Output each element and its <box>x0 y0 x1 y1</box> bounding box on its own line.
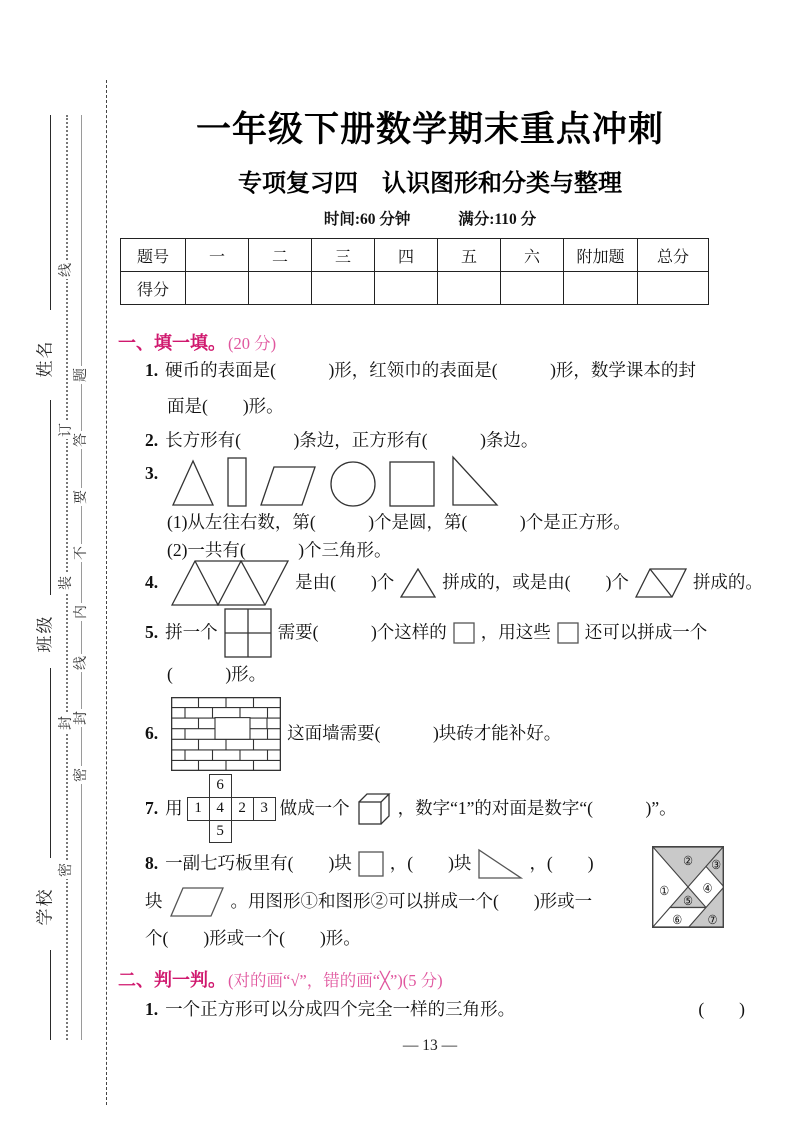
question-5-line-1 <box>145 608 707 658</box>
question-1-line-1 <box>145 358 696 383</box>
score-col-header: 三 <box>312 239 375 272</box>
question-text: 块 <box>145 891 163 912</box>
tangram-piece-label: ② <box>683 854 693 869</box>
question-8-line-1 <box>145 848 594 880</box>
tangram-piece-label: ⑤ <box>683 894 693 909</box>
score-cell <box>564 272 638 305</box>
triangle-piece-shape <box>477 848 523 880</box>
score-col-header: 五 <box>438 239 501 272</box>
small-square-shape <box>557 622 579 644</box>
binding-char: 线 <box>59 263 74 277</box>
seal-char: 要 <box>74 490 89 504</box>
seal-char: 密 <box>74 768 89 782</box>
class-line-segment <box>50 400 51 595</box>
name-line-segment <box>50 115 51 310</box>
question-text: 长方形有( )条边，正方形有( )条边。 <box>165 430 539 450</box>
rectangle-shape <box>227 457 247 507</box>
question-text: 面是( )形。 <box>167 396 284 416</box>
tangram-figure <box>652 846 724 928</box>
tangram-piece-label: ④ <box>702 882 713 896</box>
question-text: 做成一个 <box>279 797 350 818</box>
question-8-line-3 <box>145 926 361 951</box>
parallelogram-shape <box>259 465 317 507</box>
triangle-shape <box>171 459 215 507</box>
page-number: — 13 — <box>402 1037 458 1054</box>
tangram-piece-label: ① <box>659 884 670 899</box>
score-col-header: 二 <box>249 239 312 272</box>
question-text: ，数字“1”的对面是数字“( )”。 <box>397 797 677 818</box>
score-table-score-row <box>121 272 709 305</box>
question-text: 。用图形①和图形②可以拼成一个( )形或一 <box>230 891 593 912</box>
small-square-shape <box>453 622 475 644</box>
question-number: 7. <box>145 797 159 818</box>
question-2 <box>145 428 538 453</box>
score-cell <box>638 272 709 305</box>
question-3-shapes <box>145 455 505 507</box>
student-class-label: 班级 <box>35 614 55 653</box>
question-number: 6. <box>145 723 159 744</box>
score-table <box>120 238 709 305</box>
question-7 <box>145 774 677 843</box>
score-table-header-row <box>121 239 709 272</box>
question-text: 是由( )个 <box>295 572 395 593</box>
question-number: 1. <box>145 999 159 1019</box>
section1-heading <box>118 329 276 355</box>
brick-wall-figure <box>171 697 281 771</box>
right-triangle-shape <box>447 455 499 507</box>
section1-points: (20 分) <box>228 334 277 353</box>
question-text: (2)一共有( )个三角形。 <box>167 540 392 560</box>
tangram-piece-label: ③ <box>711 858 721 873</box>
question-text: 一个正方形可以分成四个完全一样的三角形。 <box>165 999 516 1019</box>
binding-char: 订 <box>59 423 74 437</box>
section1-title: 一、填一填。 <box>118 333 226 353</box>
score-col-header: 四 <box>375 239 438 272</box>
question-number: 4. <box>145 572 159 593</box>
score-cell <box>312 272 375 305</box>
net-cell: 1 <box>187 797 209 820</box>
question-text: 拼一个 <box>165 622 218 643</box>
question-text: ，( )块 <box>389 853 472 874</box>
seal-char: 封 <box>74 711 89 725</box>
question-text: ，( ) <box>529 853 594 874</box>
question-text: 拼成的，或是由( )个 <box>442 572 629 593</box>
question-6 <box>145 697 561 771</box>
question-number: 5. <box>145 622 159 643</box>
seal-gray-line <box>81 115 82 1040</box>
full-score: 满分:110 分 <box>458 211 537 228</box>
section2-title: 二、判一判。 <box>118 970 226 990</box>
question-1-line-2 <box>167 394 284 419</box>
question-text: 需要( )个这样的 <box>277 622 447 643</box>
question-number: 1. <box>145 360 159 380</box>
question-8-line-2 <box>145 886 592 918</box>
tangram-piece-label: ⑦ <box>707 913 718 928</box>
school-line-segment <box>50 668 51 858</box>
score-cell <box>249 272 312 305</box>
question-5-line-2 <box>167 662 266 687</box>
answer-blank: ( ) <box>698 999 745 1019</box>
question-number: 8. <box>145 853 159 874</box>
question-text: ( )形。 <box>167 664 267 684</box>
small-triangle-shape <box>400 568 436 598</box>
score-col-header: 六 <box>501 239 564 272</box>
section2-heading <box>118 966 443 992</box>
question-text: (1)从左往右数，第( )个是圆，第( )个是正方形。 <box>167 512 631 532</box>
seal-char: 内 <box>74 605 89 619</box>
page-title: 一年级下册数学期末重点冲刺 <box>195 110 664 149</box>
question-text: 个( )形或一个( )形。 <box>145 928 361 948</box>
question-number: 3. <box>145 463 159 483</box>
net-cell: 2 <box>231 797 253 820</box>
score-row-label: 得分 <box>121 272 186 305</box>
fold-dashed-line <box>106 80 107 1105</box>
question-3-sub-1 <box>167 510 631 535</box>
tangram-piece-label: ⑥ <box>672 913 683 928</box>
score-col-header: 总分 <box>638 239 709 272</box>
page-subtitle: 专项复习四 认识图形和分类与整理 <box>238 171 622 197</box>
score-cell <box>186 272 249 305</box>
question-text: 用 <box>165 797 183 818</box>
score-cell <box>501 272 564 305</box>
seal-char: 不 <box>74 546 89 560</box>
triangle-strip-shape <box>171 560 289 606</box>
section2-question-1 <box>145 997 745 1022</box>
question-text: ，用这些 <box>480 622 551 643</box>
question-text: 拼成的。 <box>692 572 763 593</box>
student-name-label: 姓名 <box>35 339 55 378</box>
net-cell: 4 <box>209 797 231 820</box>
score-col-header: 题号 <box>121 239 186 272</box>
score-col-header: 一 <box>186 239 249 272</box>
binding-char: 封 <box>59 716 74 730</box>
exam-info <box>115 207 745 229</box>
binding-char: 装 <box>59 576 74 590</box>
question-number: 2. <box>145 430 159 450</box>
bottom-line-segment <box>50 950 51 1040</box>
square-piece-shape <box>358 851 384 877</box>
square-shape <box>389 461 435 507</box>
net-cell: 5 <box>209 820 231 843</box>
two-triangle-parallelogram-shape <box>635 568 687 598</box>
circle-shape <box>329 459 377 507</box>
cube-shape <box>356 790 392 828</box>
question-text: 还可以拼成一个 <box>584 622 708 643</box>
score-cell <box>375 272 438 305</box>
cube-net-figure <box>187 774 276 843</box>
seal-char: 线 <box>74 656 89 670</box>
parallelogram-piece-shape <box>169 886 225 918</box>
question-4 <box>145 560 763 606</box>
two-by-two-grid-shape <box>224 608 272 658</box>
student-school-label: 学校 <box>35 887 55 926</box>
time-limit: 时间:60 分钟 <box>323 211 411 228</box>
question-text: 硬币的表面是( )形，红领巾的表面是( )形，数学课本的封 <box>165 360 696 380</box>
score-col-header: 附加题 <box>564 239 638 272</box>
section2-note: (对的画“√”，错的画“╳”)(5 分) <box>228 971 443 990</box>
question-text: 这面墙需要( )块砖才能补好。 <box>287 723 562 744</box>
seal-char: 答 <box>74 433 89 447</box>
seal-char: 题 <box>74 368 89 382</box>
binding-char: 密 <box>59 863 74 877</box>
score-cell <box>438 272 501 305</box>
net-cell: 3 <box>253 797 275 820</box>
net-cell: 6 <box>209 775 231 798</box>
question-text: 一副七巧板里有( )块 <box>165 853 352 874</box>
